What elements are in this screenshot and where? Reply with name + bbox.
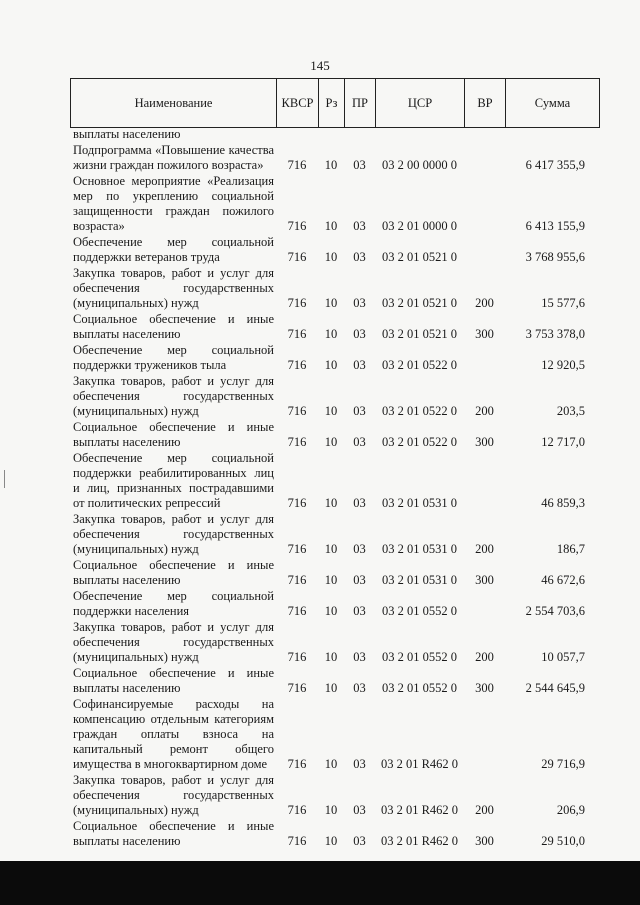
- cell-rz: 10: [324, 573, 338, 587]
- cell-name: Закупка товаров, работ и услуг для обеспечения государственных (муниципальных) нужд: [73, 266, 274, 310]
- cell-rz: 10: [324, 542, 338, 556]
- cell-csr: 03 2 00 0000 0: [382, 158, 457, 172]
- header-csr: ЦСР: [376, 79, 465, 128]
- cell-pr: 03: [353, 250, 366, 264]
- cell-name: Основное мероприятие «Реализация мер по укреплению социальной защищенности граждан пожилого возраста»: [73, 174, 274, 233]
- table-row: [70, 343, 599, 374]
- cell-sum: 12 920,5: [541, 358, 585, 372]
- cell-name: Социальное обеспечение и иные выплаты населению: [73, 666, 274, 695]
- cell-csr: 03 2 01 R462 0: [380, 757, 459, 771]
- cell-kvsr: 716: [287, 219, 307, 233]
- cell-sum: 46 672,6: [541, 573, 585, 587]
- cell-csr: 03 2 01 R462 0: [380, 803, 459, 817]
- cell-kvsr: 716: [287, 803, 307, 817]
- cell-pr: 03: [353, 803, 366, 817]
- cell-vr: [464, 127, 505, 143]
- cell-vr: [464, 235, 505, 266]
- cell-kvsr: 716: [287, 834, 307, 848]
- table-row: [70, 420, 599, 451]
- cell-vr: 300: [475, 681, 494, 695]
- cell-csr: 03 2 01 0522 0: [382, 358, 457, 372]
- cell-vr: 300: [475, 435, 494, 449]
- cell-name: Закупка товаров, работ и услуг для обеспечения государственных (муниципальных) нужд: [73, 374, 274, 418]
- table-row: [70, 451, 599, 512]
- scan-bottom-edge: [0, 861, 640, 905]
- table-row: [70, 697, 599, 773]
- cell-vr: [464, 174, 505, 235]
- cell-rz: 10: [324, 404, 338, 418]
- cell-name: Обеспечение мер социальной поддержки ветеранов труда: [73, 235, 274, 264]
- cell-kvsr: 716: [287, 542, 307, 556]
- cell-sum: 2 554 703,6: [525, 604, 585, 618]
- header-kvsr: КВСР: [277, 79, 319, 128]
- cell-sum: 12 717,0: [541, 435, 585, 449]
- cell-kvsr: 716: [287, 435, 307, 449]
- cell-pr: 03: [353, 358, 366, 372]
- cell-kvsr: 716: [287, 496, 307, 510]
- cell-sum: 29 510,0: [541, 834, 585, 848]
- cell-pr: 03: [353, 650, 366, 664]
- page-number: 145: [310, 58, 330, 73]
- cell-rz: 10: [324, 803, 338, 817]
- cell-sum: 186,7: [556, 542, 585, 556]
- cell-pr: 03: [353, 757, 366, 771]
- table-row: [70, 666, 599, 697]
- cell-csr: 03 2 01 0000 0: [382, 219, 457, 233]
- budget-table: [70, 127, 599, 850]
- cell-csr: 03 2 01 0522 0: [382, 435, 457, 449]
- cell-vr: [464, 343, 505, 374]
- cell-sum: 6 417 355,9: [525, 158, 585, 172]
- cell-sum: 2 544 645,9: [525, 681, 585, 695]
- cell-kvsr: 716: [287, 404, 307, 418]
- cell-rz: [318, 127, 344, 143]
- cell-vr: [464, 697, 505, 773]
- table-row: [70, 374, 599, 420]
- cell-vr: 200: [475, 296, 494, 310]
- cell-csr: 03 2 01 0521 0: [382, 296, 457, 310]
- cell-rz: 10: [324, 435, 338, 449]
- header-sum: Сумма: [506, 79, 600, 128]
- cell-vr: [464, 451, 505, 512]
- table-row: [70, 127, 599, 143]
- cell-pr: 03: [353, 404, 366, 418]
- cell-rz: 10: [324, 681, 338, 695]
- cell-name: Социальное обеспечение и иные выплаты населению: [73, 819, 274, 848]
- cell-sum: 3 768 955,6: [525, 250, 585, 264]
- header-vr: ВР: [465, 79, 506, 128]
- cell-pr: 03: [353, 681, 366, 695]
- cell-name: Софинансируемые расходы на компенсацию отдельным категориям граждан оплаты взноса на капитальный ремонт общего имущества в многоквартирном доме: [73, 697, 274, 771]
- cell-csr: 03 2 01 0552 0: [382, 604, 457, 618]
- cell-pr: 03: [353, 435, 366, 449]
- cell-sum: 10 057,7: [541, 650, 585, 664]
- header-pr: ПР: [345, 79, 376, 128]
- table-row: [70, 819, 599, 850]
- cell-vr: 300: [475, 573, 494, 587]
- cell-sum: 203,5: [556, 404, 585, 418]
- cell-rz: 10: [324, 158, 338, 172]
- cell-name: Социальное обеспечение и иные выплаты населению: [73, 312, 274, 341]
- cell-vr: 200: [475, 803, 494, 817]
- cell-name: Подпрограмма «Повышение качества жизни граждан пожилого возраста»: [73, 143, 274, 172]
- table-row: [70, 558, 599, 589]
- cell-rz: 10: [324, 650, 338, 664]
- cell-pr: 03: [353, 573, 366, 587]
- cell-name: Закупка товаров, работ и услуг для обеспечения государственных (муниципальных) нужд: [73, 512, 274, 556]
- cell-rz: 10: [324, 757, 338, 771]
- cell-kvsr: 716: [287, 296, 307, 310]
- table-row: [70, 235, 599, 266]
- cell-rz: 10: [324, 296, 338, 310]
- cell-csr: [375, 127, 464, 143]
- table-row: [70, 589, 599, 620]
- cell-csr: 03 2 01 0521 0: [382, 250, 457, 264]
- table-row: [70, 174, 599, 235]
- header-name: Наименование: [71, 79, 277, 128]
- cell-kvsr: 716: [287, 757, 307, 771]
- cell-vr: 200: [475, 404, 494, 418]
- table-row: [70, 312, 599, 343]
- cell-vr: 300: [475, 834, 494, 848]
- cell-vr: [464, 589, 505, 620]
- cell-vr: 200: [475, 542, 494, 556]
- cell-rz: 10: [324, 496, 338, 510]
- cell-sum: 206,9: [556, 803, 585, 817]
- cell-csr: 03 2 01 R462 0: [380, 834, 459, 848]
- cell-pr: 03: [353, 296, 366, 310]
- cell-rz: 10: [324, 219, 338, 233]
- cell-kvsr: 716: [287, 681, 307, 695]
- cell-rz: 10: [324, 834, 338, 848]
- cell-vr: 300: [475, 327, 494, 341]
- header-rz: Рз: [319, 79, 345, 128]
- cell-pr: 03: [353, 219, 366, 233]
- cell-name: выплаты населению: [73, 127, 181, 141]
- cell-rz: 10: [324, 327, 338, 341]
- cell-pr: 03: [353, 327, 366, 341]
- cell-csr: 03 2 01 0552 0: [382, 681, 457, 695]
- cell-kvsr: 716: [287, 358, 307, 372]
- cell-sum: 6 413 155,9: [525, 219, 585, 233]
- cell-name: Социальное обеспечение и иные выплаты населению: [73, 420, 274, 449]
- cell-csr: 03 2 01 0531 0: [382, 496, 457, 510]
- cell-csr: 03 2 01 0522 0: [382, 404, 457, 418]
- cell-name: Обеспечение мер социальной поддержки населения: [73, 589, 274, 618]
- cell-kvsr: 716: [287, 158, 307, 172]
- cell-csr: 03 2 01 0552 0: [382, 650, 457, 664]
- cell-rz: 10: [324, 250, 338, 264]
- cell-sum: 29 716,9: [541, 757, 585, 771]
- table-row: [70, 512, 599, 558]
- cell-pr: 03: [353, 158, 366, 172]
- cell-vr: 200: [475, 650, 494, 664]
- cell-kvsr: 716: [287, 250, 307, 264]
- cell-rz: 10: [324, 358, 338, 372]
- cell-name: Обеспечение мер социальной поддержки реабилитированных лиц и лиц, признанных пострадавшими от политических репрессий: [73, 451, 274, 510]
- cell-name: Закупка товаров, работ и услуг для обеспечения государственных (муниципальных) нужд: [73, 773, 274, 817]
- cell-csr: 03 2 01 0531 0: [382, 573, 457, 587]
- cell-sum: 3 753 378,0: [525, 327, 585, 341]
- cell-pr: 03: [353, 834, 366, 848]
- cell-pr: 03: [353, 542, 366, 556]
- cell-name: Закупка товаров, работ и услуг для обеспечения государственных (муниципальных) нужд: [73, 620, 274, 664]
- cell-csr: 03 2 01 0521 0: [382, 327, 457, 341]
- cell-kvsr: [276, 127, 318, 143]
- cell-sum: [505, 127, 599, 143]
- cell-vr: [464, 143, 505, 174]
- cell-kvsr: 716: [287, 327, 307, 341]
- cell-rz: 10: [324, 604, 338, 618]
- cell-name: Социальное обеспечение и иные выплаты населению: [73, 558, 274, 587]
- cell-name: Обеспечение мер социальной поддержки тружеников тыла: [73, 343, 274, 372]
- table-row: [70, 620, 599, 666]
- table-header: [70, 78, 600, 128]
- cell-pr: 03: [353, 496, 366, 510]
- cell-kvsr: 716: [287, 573, 307, 587]
- table-row: [70, 143, 599, 174]
- table-row: [70, 773, 599, 819]
- table-row: [70, 266, 599, 312]
- cell-csr: 03 2 01 0531 0: [382, 542, 457, 556]
- cell-sum: 15 577,6: [541, 296, 585, 310]
- cell-kvsr: 716: [287, 604, 307, 618]
- margin-mark: [4, 470, 5, 488]
- cell-kvsr: 716: [287, 650, 307, 664]
- cell-sum: 46 859,3: [541, 496, 585, 510]
- cell-pr: 03: [353, 604, 366, 618]
- cell-pr: [344, 127, 375, 143]
